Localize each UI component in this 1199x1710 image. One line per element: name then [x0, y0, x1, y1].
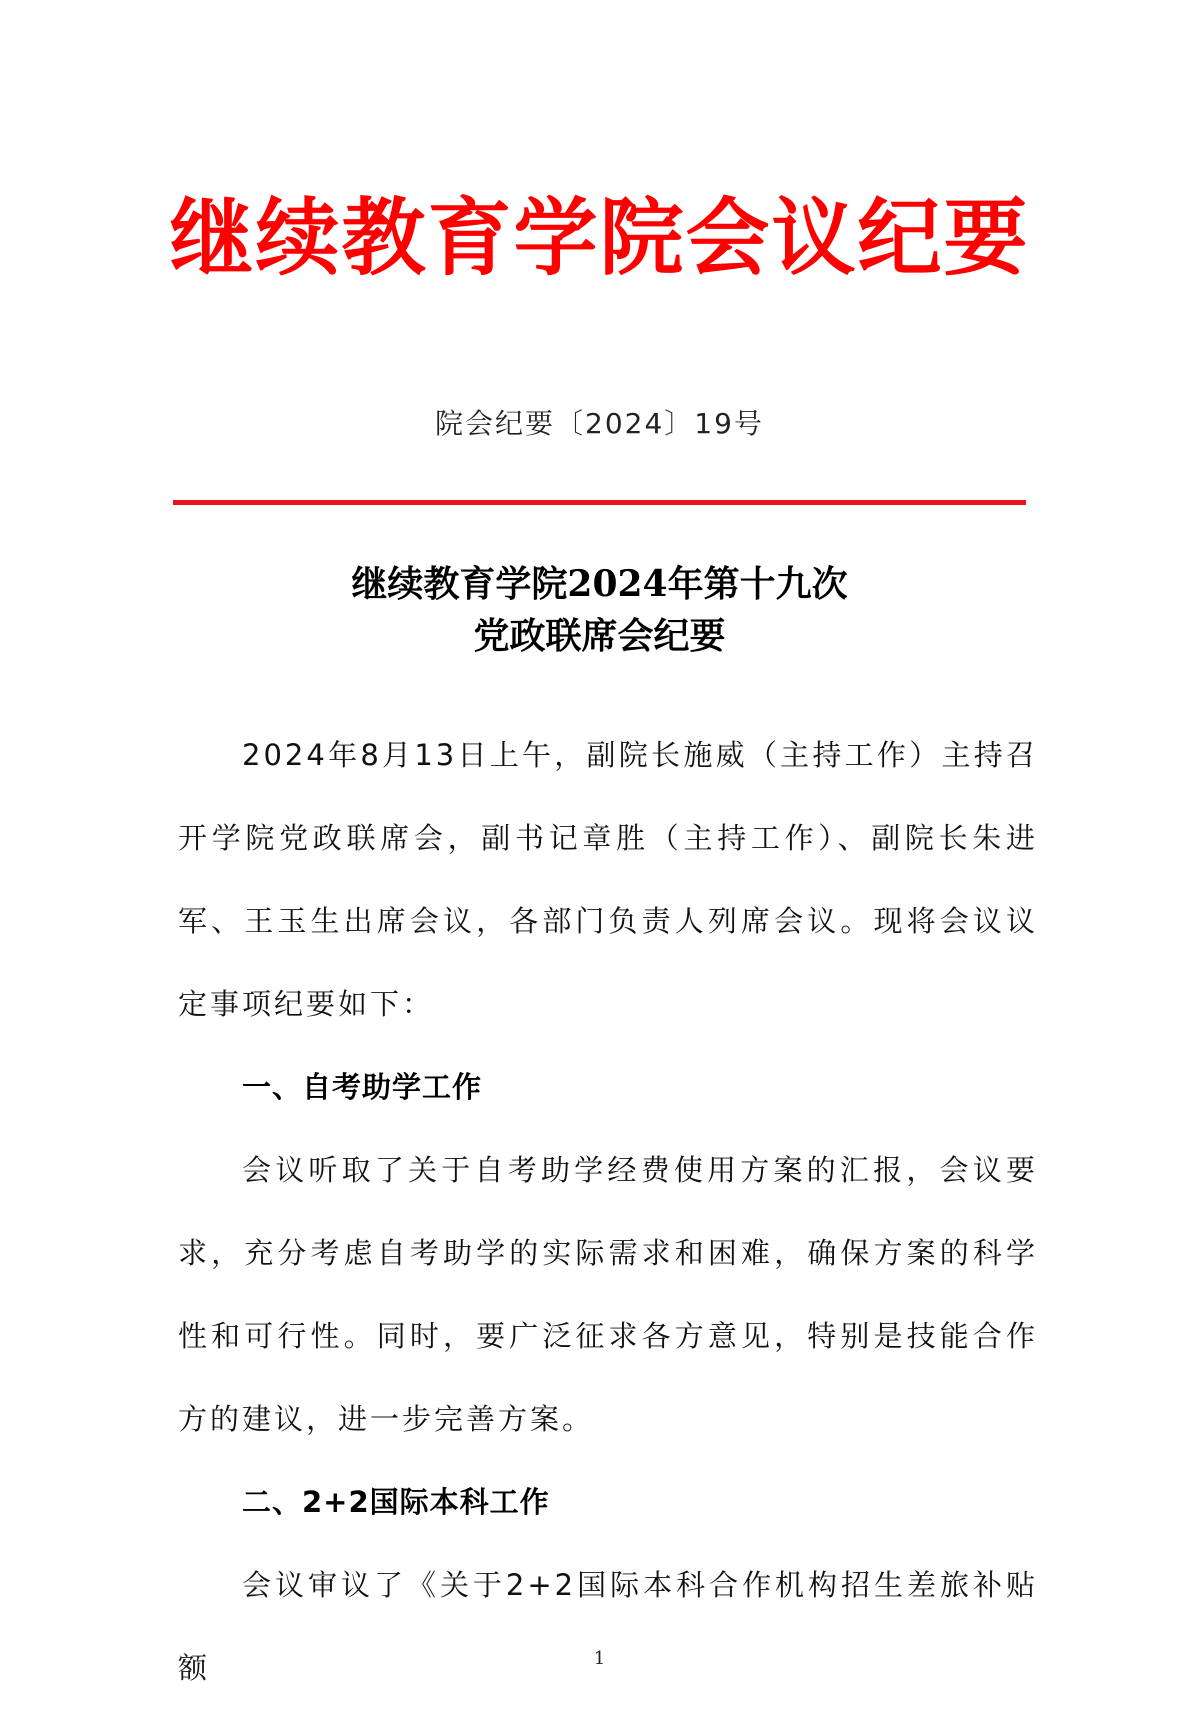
section-paragraph-2: 会议审议了《关于2+2国际本科合作机构招生差旅补贴额	[178, 1568, 1038, 1685]
red-rule	[173, 500, 1026, 505]
section-paragraph-1: 会议听取了关于自考助学经费使用方案的汇报，会议要求，充分考虑自考助学的实际需求和困难，确保方案的科学性和可行性。同时，要广泛征求各方意见，特别是技能合作方的建议，进一步完善方案。	[178, 1153, 1038, 1436]
masthead-title: 继续教育学院会议纪要	[169, 188, 1030, 287]
title-line-1: 继续教育学院2024年第十九次	[351, 563, 848, 605]
document-body	[178, 714, 1038, 1710]
document-title	[0, 558, 1199, 662]
page-number: 1	[593, 1648, 606, 1669]
title-line-2: 党政联席会纪要	[473, 615, 726, 657]
section-heading-2: 二、2+2国际本科工作	[242, 1485, 550, 1519]
intro-paragraph: 2024年8月13日上午，副院长施威（主持工作）主持召开学院党政联席会，副书记章胜（主持工作）、副院长朱进军、王玉生出席会议，各部门负责人列席会议。现将会议议定事项纪要如下：	[178, 738, 1038, 1021]
document-number: 院会纪要〔2024〕19号	[435, 407, 764, 440]
section-heading-1: 一、自考助学工作	[242, 1070, 483, 1104]
